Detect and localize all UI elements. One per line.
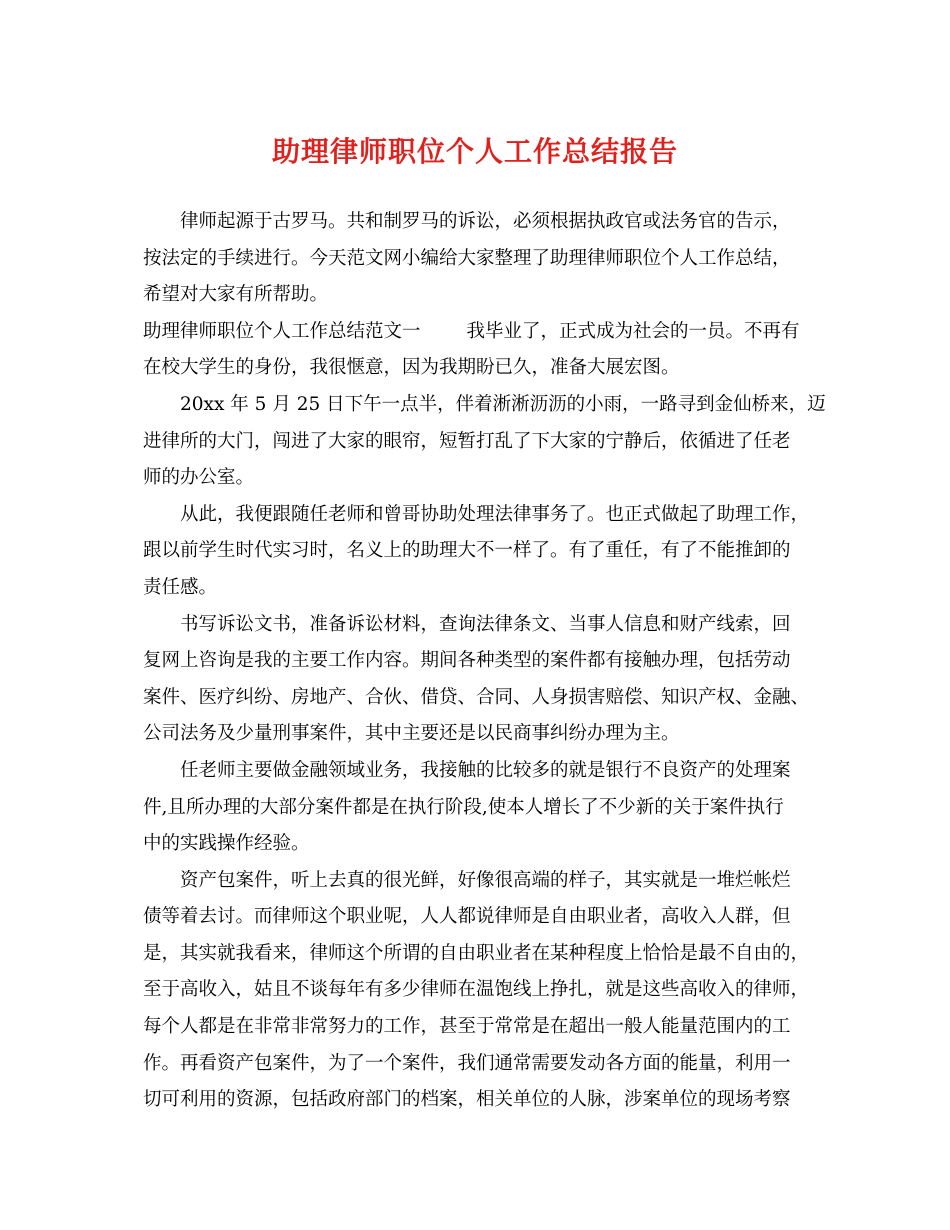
text-line: 从此，我便跟随任老师和曾哥协助处理法律事务了。也正式做起了助理工作， — [180, 503, 810, 525]
document-body — [143, 204, 826, 1119]
text-line: 希望对大家有所帮助。 — [143, 284, 329, 306]
text-line: 责任感。 — [143, 576, 218, 598]
document-title: 助理律师职位个人工作总结报告 — [271, 135, 678, 168]
section-heading: 助理律师职位个人工作总结范文一 — [143, 320, 421, 342]
text-line: 案件、医疗纠纷、房地产、合伙、借贷、合同、人身损害赔偿、知识产权、金融、 — [143, 686, 810, 708]
text-line-section-heading — [143, 314, 809, 351]
text-line: 在校大学生的身份，我很惬意，因为我期盼已久，准备大展宏图。 — [143, 357, 680, 379]
text-line: 作。再看资产包案件，为了一个案件，我们通常需要发动各方面的能量，利用一 — [143, 1052, 791, 1074]
text-line: 师的办公室。 — [143, 467, 255, 489]
text-line: 债等着去讨。而律师这个职业呢，人人都说律师是自由职业者，高收入人群，但 — [143, 906, 791, 928]
text-line: 20xx 年 5 月 25 日下午一点半，伴着淅淅沥沥的小雨，一路寻到金仙桥来，迈 — [180, 393, 826, 415]
text-line: 任老师主要做金融领域业务，我接触的比较多的就是银行不良资产的处理案 — [180, 759, 791, 781]
text-line: 中的实践操作经验。 — [143, 833, 310, 855]
text-line-continuation: 我毕业了，正式成为社会的一员。不再有 — [466, 320, 800, 342]
text-line: 跟以前学生时代实习时，名义上的助理大不一样了。有了重任，有了不能推卸的 — [143, 540, 791, 562]
text-line: 书写诉讼文书，准备诉讼材料，查询法律条文、当事人信息和财产线索，回 — [180, 613, 791, 635]
text-line: 件,且所办理的大部分案件都是在执行阶段,使本人增长了不少新的关于案件执行 — [143, 796, 784, 818]
text-line: 是，其实就我看来，律师这个所谓的自由职业者在某种程度上恰恰是最不自由的， — [143, 942, 810, 964]
text-line: 切可利用的资源，包括政府部门的档案，相关单位的人脉，涉案单位的现场考察 — [143, 1089, 791, 1111]
text-line: 进律所的大门，闯进了大家的眼帘，短暂打乱了下大家的宁静后，依循进了任老 — [143, 430, 791, 452]
text-line: 每个人都是在非常非常努力的工作，甚至于常常是在超出一般人能量范围内的工 — [143, 1016, 791, 1038]
text-line: 律师起源于古罗马。共和制罗马的诉讼，必须根据执政官或法务官的告示， — [180, 211, 791, 232]
text-line: 至于高收入，姑且不谈每年有多少律师在温饱线上挣扎，就是这些高收入的律师， — [143, 979, 810, 1001]
text-line: 公司法务及少量刑事案件，其中主要还是以民商事纠纷办理为主。 — [143, 723, 680, 745]
text-line: 按法定的手续进行。今天范文网小编给大家整理了助理律师职位个人工作总结， — [143, 247, 791, 269]
text-line: 复网上咨询是我的主要工作内容。期间各种类型的案件都有接触办理，包括劳动 — [143, 650, 791, 672]
text-line: 资产包案件，听上去真的很光鲜，好像很高端的样子，其实就是一堆烂帐烂 — [180, 869, 791, 891]
